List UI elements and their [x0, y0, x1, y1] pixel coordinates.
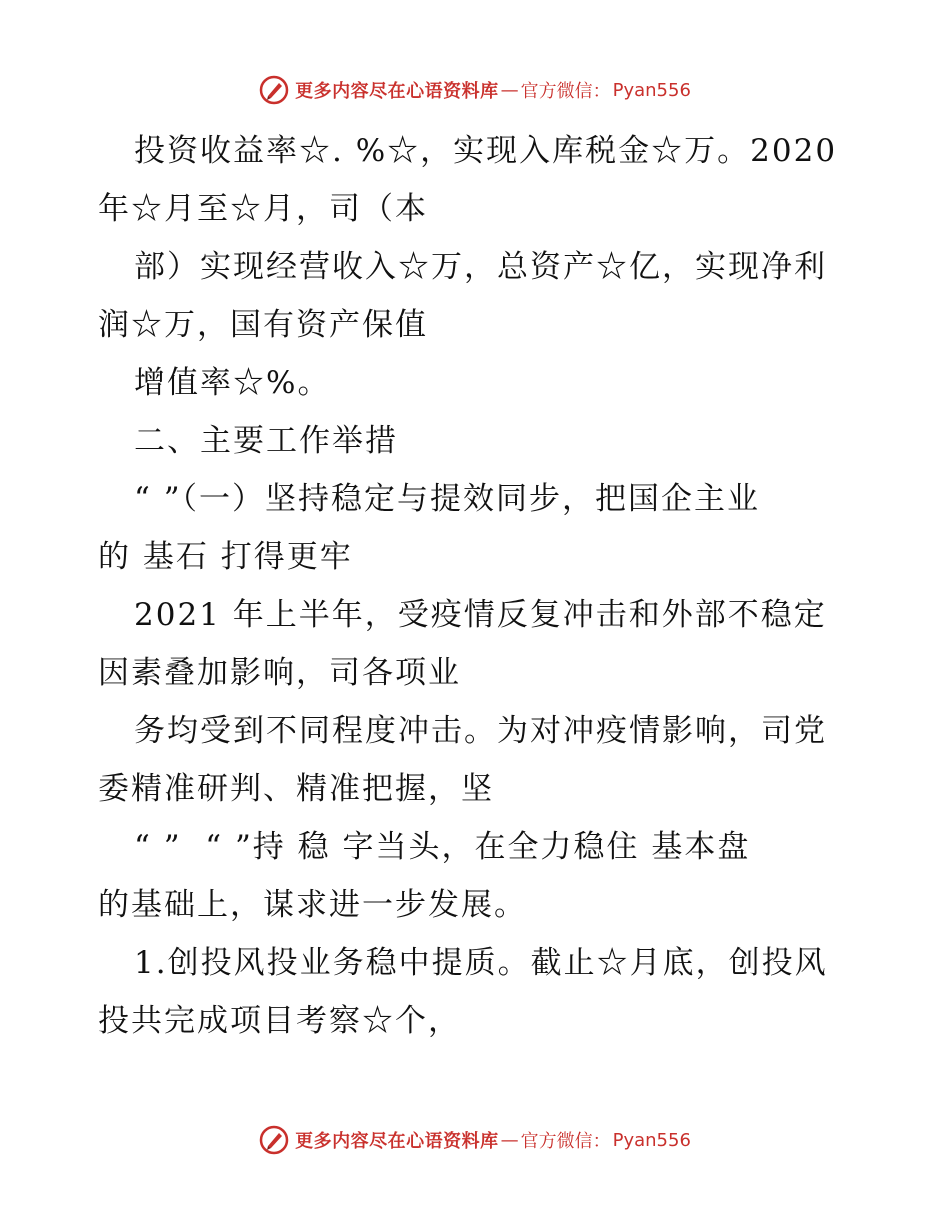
watermark-account: Pyan556 [612, 79, 691, 101]
watermark-header [0, 70, 950, 110]
text-line: 因素叠加影响，司各项业 [98, 655, 461, 691]
watermark-dash: — [500, 79, 519, 101]
watermark-sub-text: 官方微信： [520, 81, 611, 102]
text-line: 的基础上，谋求进一步发展。 [98, 887, 527, 923]
text-line: 投共完成项目考察☆个， [98, 1003, 461, 1039]
text-line: 的 基石 打得更牢 [98, 539, 353, 575]
text-line: 年☆月至☆月，司（本 [98, 191, 428, 227]
watermark-main-text: 更多内容尽在心语资料库 [295, 81, 499, 102]
watermark-sub-text: 官方微信： [520, 1131, 611, 1152]
watermark-account: Pyan556 [612, 1129, 691, 1151]
watermark-main-text: 更多内容尽在心语资料库 [295, 1131, 499, 1152]
text-line: 1.创投风投业务稳中提质。截止☆月底，创投风 [134, 945, 828, 981]
watermark-dash: — [500, 1129, 519, 1151]
text-line: 投资收益率☆. %☆，实现入库税金☆万。2020 [134, 133, 838, 169]
text-line: “ ” “ ”持 稳 字当头，在全力稳住 基本盘 [134, 829, 751, 865]
text-line: 增值率☆%。 [134, 365, 331, 401]
section-heading: 二、主要工作举措 [134, 423, 398, 459]
text-line: 委精准研判、精准把握，坚 [98, 771, 494, 807]
pen-logo-icon [259, 1125, 289, 1155]
text-line: 部）实现经营收入☆万，总资产☆亿，实现净利 [134, 249, 827, 285]
watermark-footer [0, 1120, 950, 1160]
text-line: 务均受到不同程度冲击。为对冲疫情影响，司党 [134, 713, 827, 749]
text-line: 2021 年上半年，受疫情反复冲击和外部不稳定 [134, 597, 827, 633]
subsection-heading: “ ”（一）坚持稳定与提效同步，把国企主业 [134, 481, 761, 517]
pen-logo-icon [259, 75, 289, 105]
document-body [98, 122, 858, 1050]
text-line: 润☆万，国有资产保值 [98, 307, 428, 343]
